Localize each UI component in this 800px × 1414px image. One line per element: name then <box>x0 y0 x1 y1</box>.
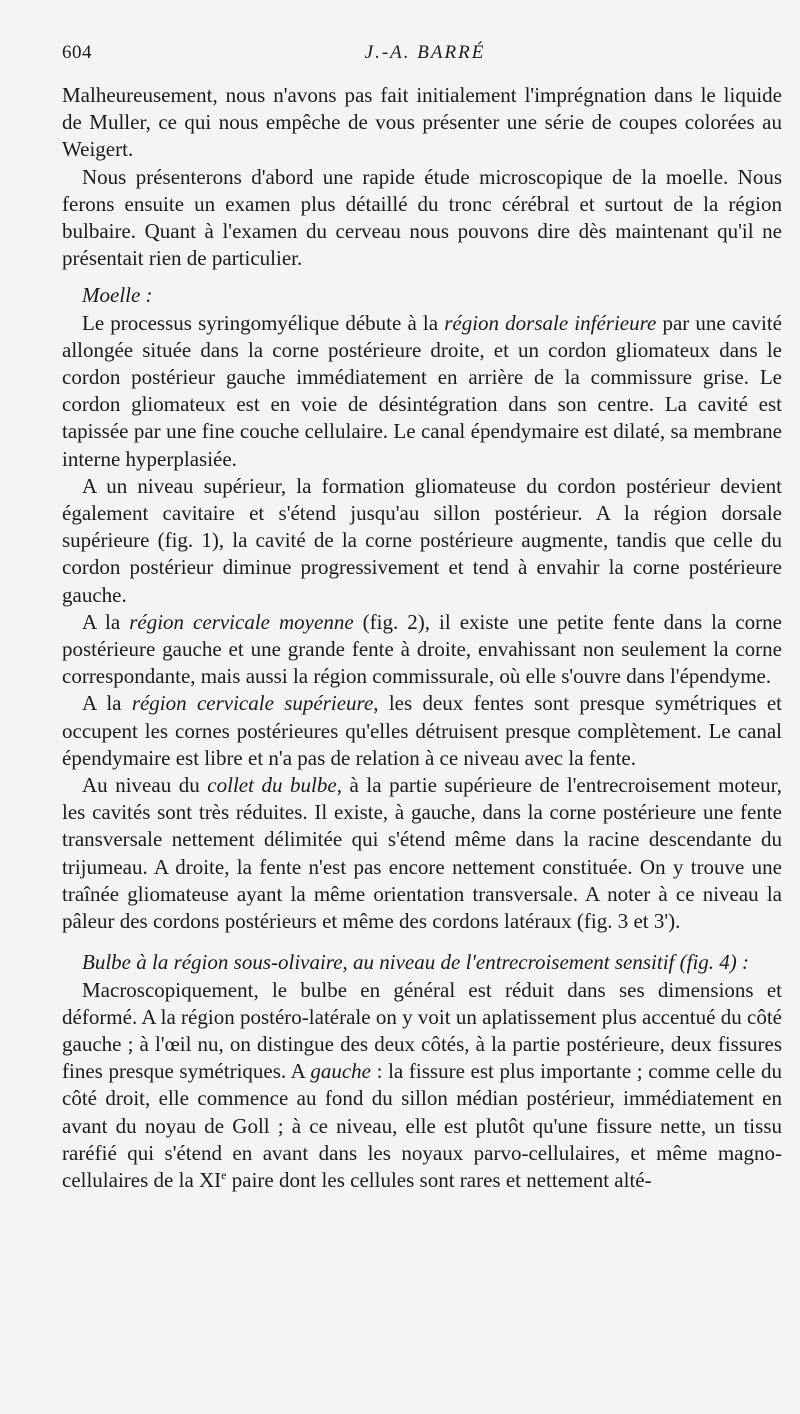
heading-moelle: Moelle : <box>82 283 153 308</box>
paragraph-2: Nous présenterons d'abord une rapide étude microscopique de la moelle. Nous ferons ensuite un examen plus détaillé du tronc cérébral et surtout de la région bulbaire. Quant à l'examen du cerveau nous pouvons dire dès maintenant qu'il ne présentait rien de particulier. <box>62 164 782 271</box>
paragraph-4: A un niveau supérieur, la formation gliomateuse du cordon postérieur devient également cavitaire et s'étend jusqu'au sillon postérieur. A la région dorsale supérieure (fig. 1), la cavité de la corne postérieure augmente, tandis que celle du cordon postérieur diminue progressivement et tend à envahir la corne postérieure gauche. <box>62 473 782 607</box>
emphasis-collet-du-bulbe: collet du bulbe <box>207 773 337 798</box>
paragraph-3: Le processus syringomyélique débute à la région dorsale inférieure par une cavité allongée située dans la corne postérieure droite, et un cordon gliomateux dans le cordon postérieur gauche immédiatement en arrière de la commissure grise. Le cordon gliomateux est en voie de désintégration dans son centre. La cavité est tapissée par une fine couche cellulaire. Le canal épendymaire est dilaté, sa membrane interne hyperplasiée. <box>62 310 782 471</box>
paragraph-5: A la région cervicale moyenne (fig. 2), il existe une petite fente dans la corne postérieure gauche et une grande fente à droite, envahissant non seulement la corne correspondante, mais aussi la région commissurale, où elle s'ouvre dans l'épendyme. <box>62 609 782 689</box>
emphasis-gauche: gauche <box>310 1059 371 1084</box>
paragraph-6: A la région cervicale supérieure, les deux fentes sont presque symétriques et occupent les cornes postérieures qu'elles détruisent presque complètement. Le canal épendymaire est libre et n'a pas de relation à ce niveau avec la fente. <box>62 691 782 770</box>
body-text <box>62 82 782 1194</box>
page-number: 604 <box>62 42 92 63</box>
running-head: J.-A. BARRÉ <box>364 42 486 63</box>
emphasis-cervicale-superieure: région cervicale supérieure <box>131 691 374 716</box>
page-header <box>62 42 788 82</box>
paragraph-1: Malheureusement, nous n'avons pas fait initialement l'imprégnation dans le liquide de Muller, ce qui nous empêche de vous présenter une série de coupes colorées au Weigert. <box>62 83 782 162</box>
heading-bulbe: Bulbe à la région sous-olivaire, au niveau de l'entrecroisement sensitif (fig. 4) : <box>82 950 750 975</box>
emphasis-region-dorsale: région dorsale inférieure <box>444 310 657 335</box>
paragraph-7: Au niveau du collet du bulbe, à la partie supérieure de l'entrecroisement moteur, les cavités sont très réduites. Il existe, à gauche, dans la corne postérieure une fente transversale nettement délimitée qui s'étend même dans la racine descendante du trijumeau. A droite, la fente n'est pas encore nettement constituée. On y trouve une traînée gliomateuse ayant la même orientation transversale. A noter à ce niveau la pâleur des cordons postérieurs et même des cordons latéraux (fig. 3 et 3'). <box>62 773 782 934</box>
emphasis-cervicale-moyenne: région cervicale moyenne <box>129 609 354 634</box>
paragraph-8: Macroscopiquement, le bulbe en général est réduit dans ses dimensions et déformé. A la région postéro-latérale on y voit un aplatissement plus accentué du côté gauche ; à l'œil nu, on distingue des deux côtés, à la partie postérieure, deux fissures fines presque symétriques. A gauche : la fissure est plus importante ; comme celle du côté droit, elle commence au fond du sillon médian postérieur, immédiatement en avant du noyau de Goll ; à ce niveau, elle est plutôt qu'une fissure nette, un tissu raréfié qui s'étend en avant dans les noyaux parvo-cellulaires, et même magno-cellulaires de la XIe paire dont les cellules sont rares et nettement alté- <box>62 977 783 1192</box>
